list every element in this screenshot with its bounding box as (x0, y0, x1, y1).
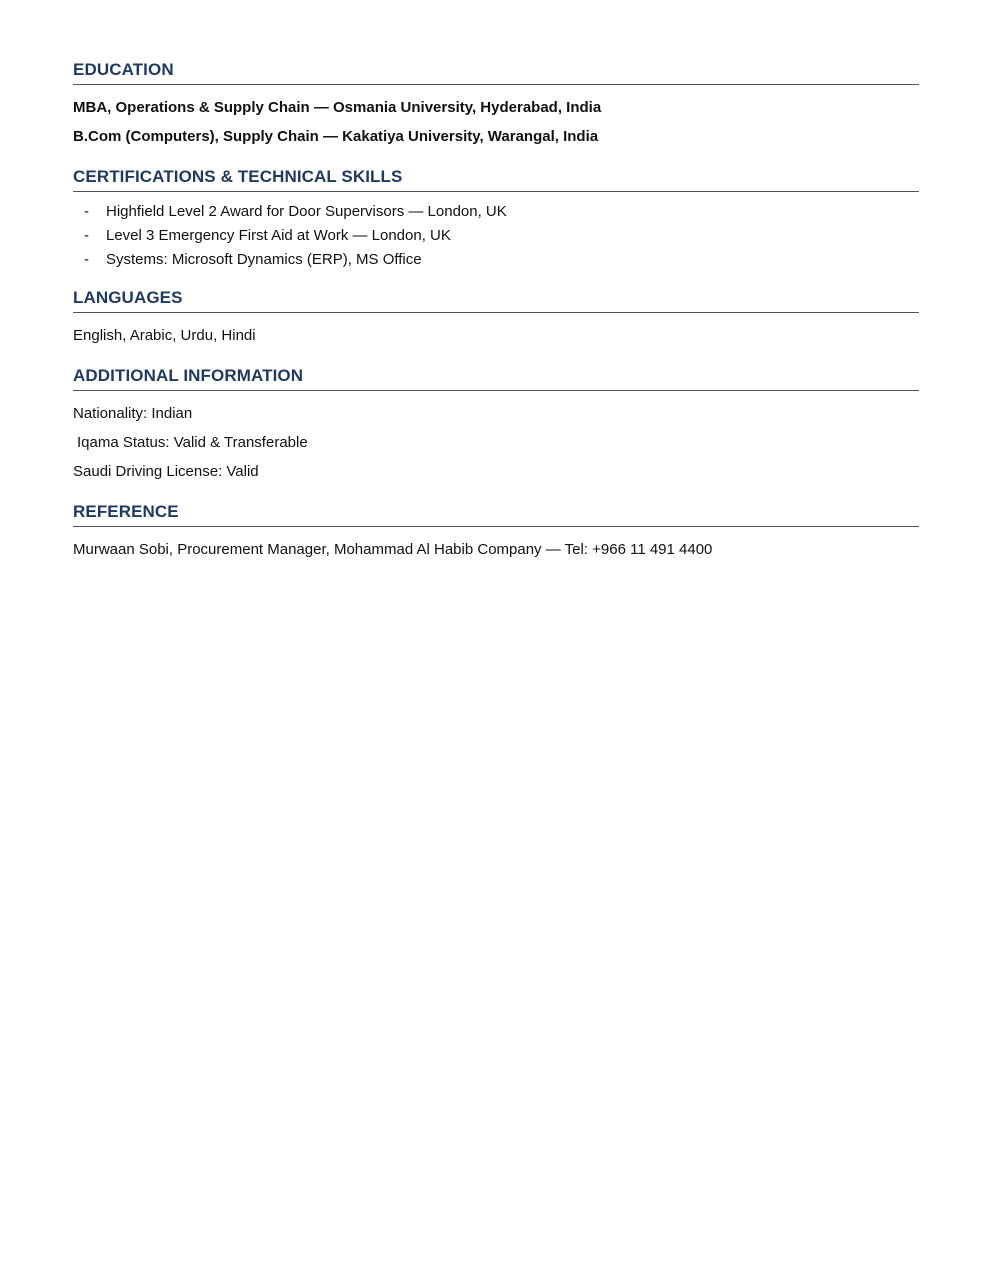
education-item: MBA, Operations & Supply Chain — Osmania University, Hyderabad, India (73, 99, 602, 116)
certifications-list (73, 200, 919, 272)
languages-text: English, Arabic, Urdu, Hindi (73, 327, 256, 344)
certifications-heading: CERTIFICATIONS & TECHNICAL SKILLS (73, 167, 919, 192)
certifications-section (73, 167, 919, 272)
list-item (73, 224, 919, 248)
driving-license-line: Saudi Driving License: Valid (73, 463, 259, 480)
education-section (73, 60, 919, 151)
additional-heading: ADDITIONAL INFORMATION (73, 366, 919, 391)
iqama-line: Iqama Status: Valid & Transferable (77, 434, 308, 451)
resume-page (73, 60, 919, 580)
education-heading: EDUCATION (73, 60, 919, 85)
certification-text: Highfield Level 2 Award for Door Supervisors — London, UK (106, 203, 507, 220)
education-item: B.Com (Computers), Supply Chain — Kakatiya University, Warangal, India (73, 128, 599, 145)
reference-text: Murwaan Sobi, Procurement Manager, Mohammad Al Habib Company — Tel: +966 11 491 4400 (73, 541, 713, 558)
reference-section (73, 502, 919, 564)
dash-bullet: - (84, 251, 89, 268)
languages-heading: LANGUAGES (73, 288, 919, 313)
additional-section (73, 366, 919, 486)
reference-heading: REFERENCE (73, 502, 919, 527)
nationality-line: Nationality: Indian (73, 405, 193, 422)
certification-text: Level 3 Emergency First Aid at Work — London, UK (106, 227, 451, 244)
languages-section (73, 288, 919, 350)
certification-text: Systems: Microsoft Dynamics (ERP), MS Office (106, 251, 422, 268)
list-item (73, 200, 919, 224)
dash-bullet: - (84, 227, 89, 244)
dash-bullet: - (84, 203, 89, 220)
list-item (73, 248, 919, 272)
